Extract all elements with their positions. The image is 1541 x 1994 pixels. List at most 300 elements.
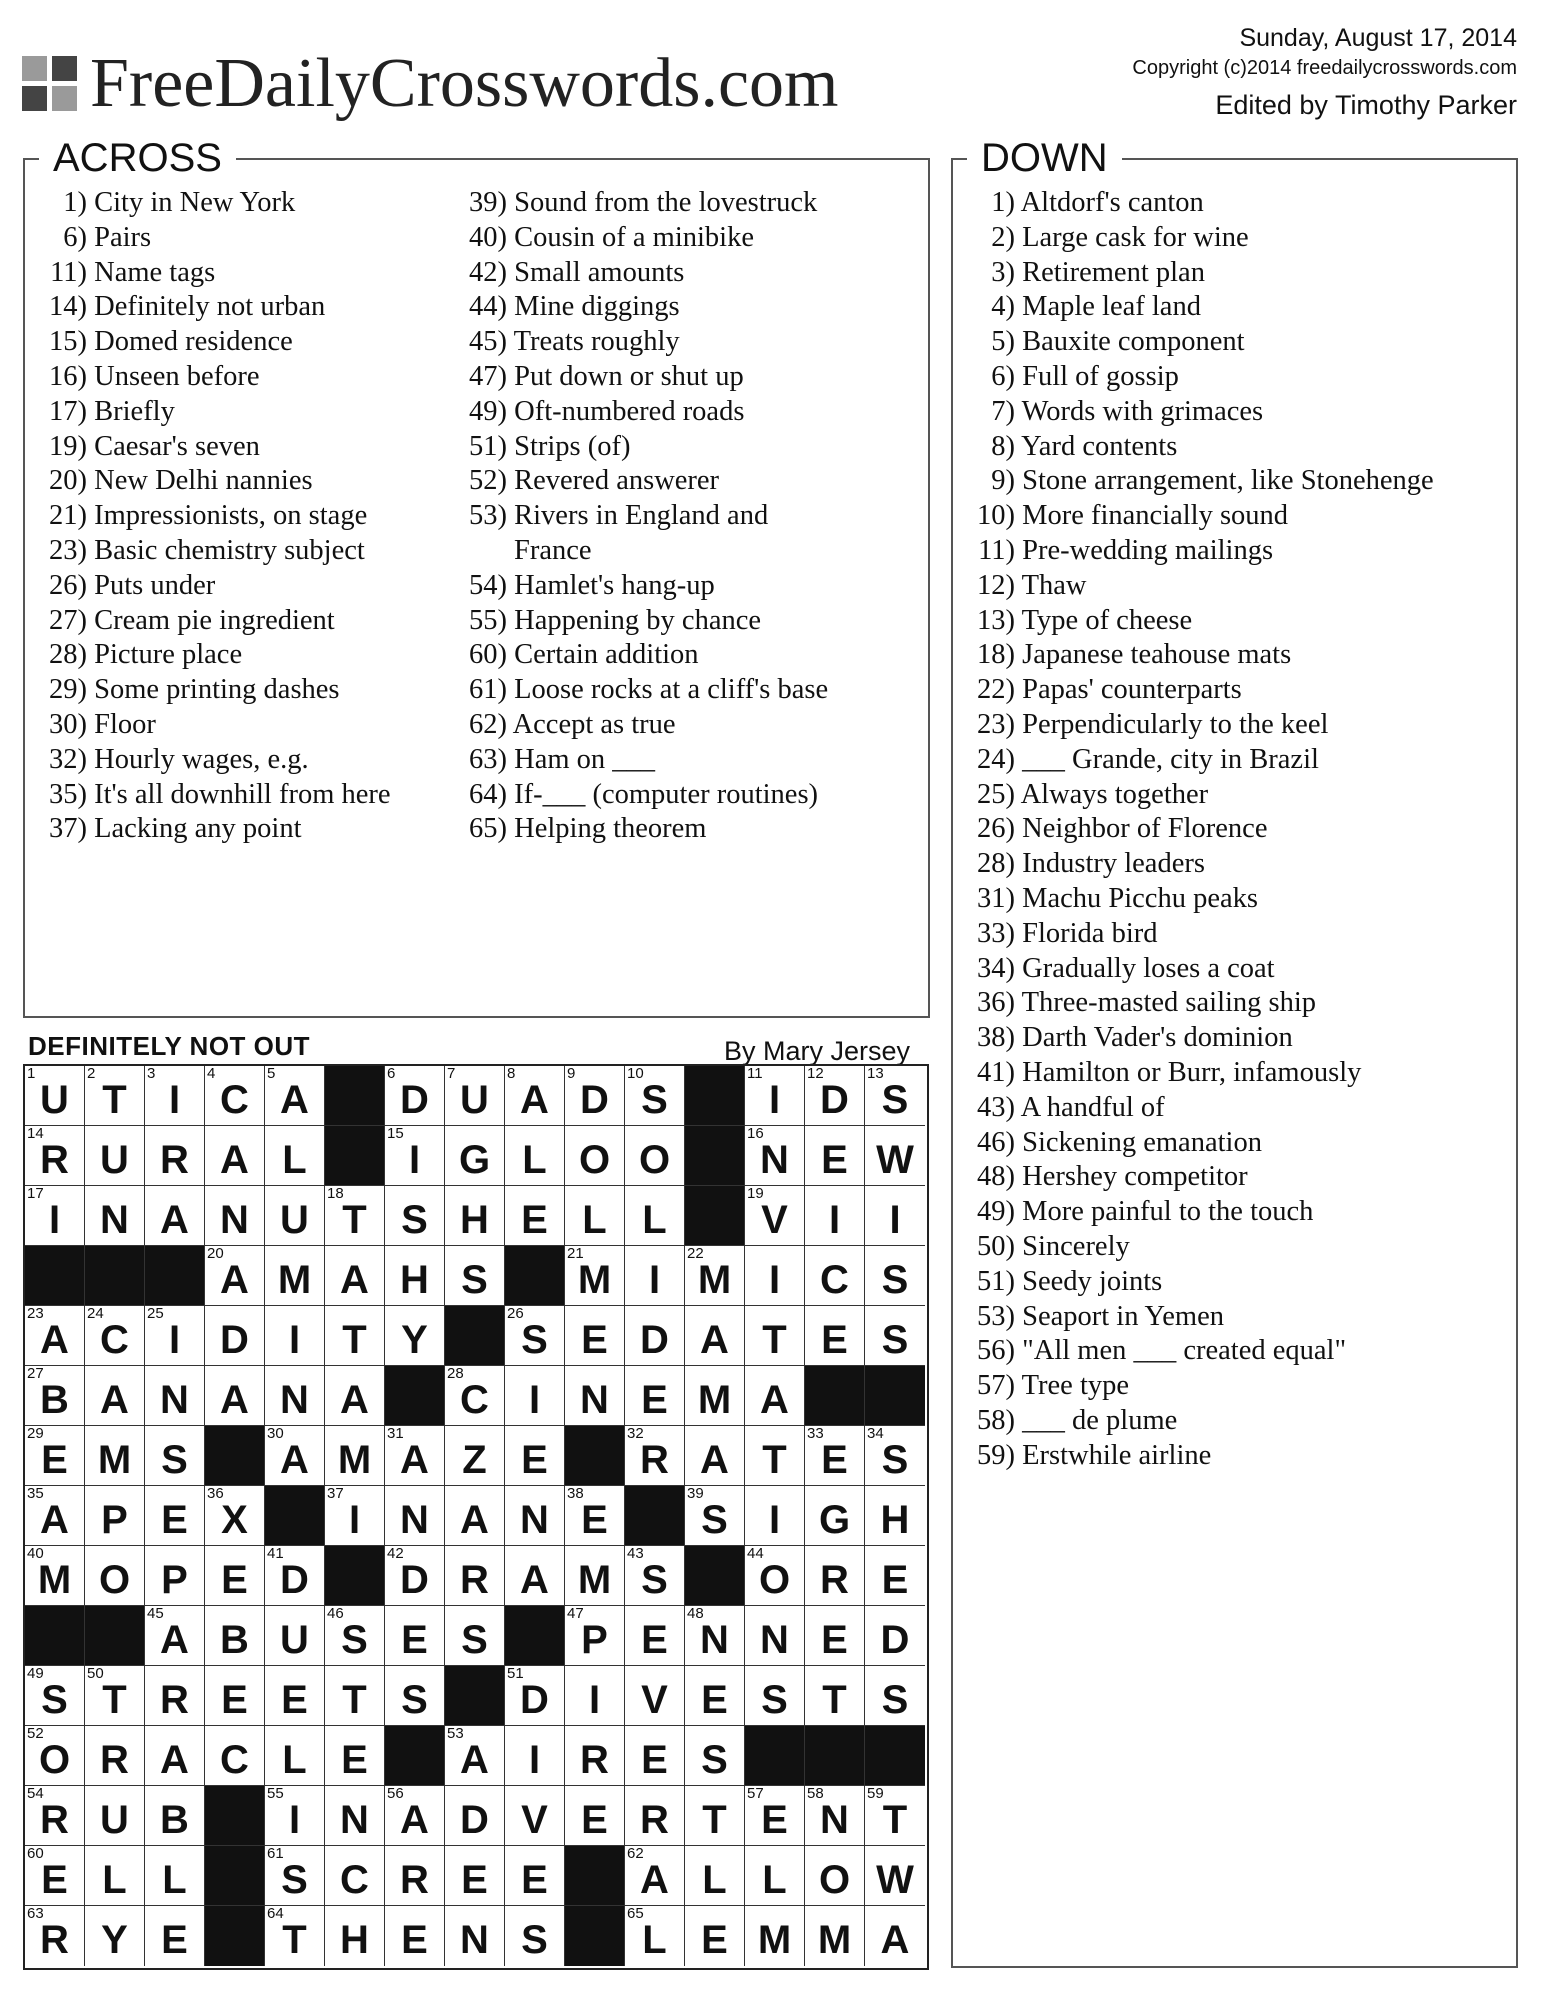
grid-cell[interactable]: [685, 1726, 745, 1786]
clue-number: 18): [977, 639, 1015, 671]
clue-text: Ham on ___: [514, 743, 656, 775]
cell-number: 38: [567, 1485, 584, 1502]
grid-cell[interactable]: [865, 1666, 925, 1726]
grid-cell[interactable]: [865, 1846, 925, 1906]
grid-cell[interactable]: [145, 1786, 205, 1846]
grid-cell[interactable]: [85, 1486, 145, 1546]
grid-cell[interactable]: [325, 1606, 385, 1666]
grid-cell[interactable]: [625, 1546, 685, 1606]
grid-cell[interactable]: [25, 1786, 85, 1846]
cell-number: 28: [447, 1365, 464, 1382]
grid-cell[interactable]: [685, 1366, 745, 1426]
grid-cell[interactable]: [25, 1366, 85, 1426]
cell-letter: A: [100, 1378, 129, 1422]
clue-item: [47, 638, 391, 673]
clue-number: 44): [469, 291, 507, 323]
clue-number: 3): [991, 256, 1015, 288]
grid-cell[interactable]: [865, 1306, 925, 1366]
cell-letter: S: [401, 1198, 428, 1242]
grid-cell[interactable]: [745, 1486, 805, 1546]
grid-cell[interactable]: [625, 1726, 685, 1786]
cell-letter: L: [102, 1858, 127, 1902]
cell-letter: R: [160, 1138, 189, 1182]
grid-cell[interactable]: [805, 1666, 865, 1726]
grid-cell[interactable]: [805, 1606, 865, 1666]
grid-cell[interactable]: [805, 1486, 865, 1546]
grid-cell[interactable]: [265, 1906, 325, 1966]
grid-block: [145, 1246, 205, 1306]
clue-item: [975, 1439, 1434, 1474]
grid-cell[interactable]: [145, 1666, 205, 1726]
grid-cell[interactable]: [145, 1366, 205, 1426]
clue-text: Briefly: [94, 395, 175, 427]
clue-number: 59): [977, 1439, 1015, 1471]
grid-cell[interactable]: [145, 1606, 205, 1666]
grid-cell[interactable]: [265, 1606, 325, 1666]
grid-cell[interactable]: [325, 1906, 385, 1966]
grid-cell[interactable]: [85, 1306, 145, 1366]
grid-cell[interactable]: [745, 1306, 805, 1366]
grid-cell[interactable]: [685, 1846, 745, 1906]
grid-cell[interactable]: [745, 1066, 805, 1126]
grid-cell[interactable]: [145, 1906, 205, 1966]
grid-cell[interactable]: [625, 1066, 685, 1126]
grid-cell[interactable]: [85, 1726, 145, 1786]
grid-cell[interactable]: [205, 1066, 265, 1126]
grid-cell[interactable]: [205, 1306, 265, 1366]
grid-cell[interactable]: [325, 1786, 385, 1846]
clue-text: It's all downhill from here: [94, 778, 391, 810]
grid-cell[interactable]: [505, 1546, 565, 1606]
grid-cell[interactable]: [865, 1186, 925, 1246]
grid-cell[interactable]: [745, 1246, 805, 1306]
cell-letter: T: [342, 1678, 367, 1722]
grid-cell[interactable]: [745, 1606, 805, 1666]
grid-cell[interactable]: [445, 1726, 505, 1786]
grid-cell[interactable]: [565, 1546, 625, 1606]
clue-item: [975, 638, 1434, 673]
cell-number: 29: [27, 1425, 44, 1442]
grid-block: [205, 1786, 265, 1846]
cell-number: 60: [27, 1845, 44, 1862]
grid-cell[interactable]: [265, 1306, 325, 1366]
cell-letter: P: [161, 1558, 188, 1602]
grid-cell[interactable]: [85, 1366, 145, 1426]
grid-cell[interactable]: [565, 1066, 625, 1126]
cell-letter: M: [697, 1258, 732, 1302]
grid-cell[interactable]: [685, 1246, 745, 1306]
grid-cell[interactable]: [745, 1906, 805, 1966]
grid-cell[interactable]: [145, 1186, 205, 1246]
clue-text: Hershey competitor: [1022, 1161, 1248, 1193]
clue-text: Put down or shut up: [514, 360, 744, 392]
cell-letter: Y: [401, 1318, 428, 1362]
grid-cell[interactable]: [145, 1066, 205, 1126]
grid-cell[interactable]: [625, 1846, 685, 1906]
cell-letter: D: [280, 1558, 309, 1602]
cell-letter: X: [221, 1498, 248, 1542]
grid-cell[interactable]: [205, 1486, 265, 1546]
clue-text: Hamilton or Burr, infamously: [1022, 1056, 1362, 1088]
cell-letter: I: [768, 1258, 781, 1302]
grid-cell[interactable]: [625, 1126, 685, 1186]
clue-number: 2): [991, 221, 1015, 253]
cell-letter: L: [282, 1738, 307, 1782]
clue-item: [975, 917, 1434, 952]
grid-block: [445, 1306, 505, 1366]
grid-cell[interactable]: [25, 1486, 85, 1546]
grid-cell[interactable]: [25, 1126, 85, 1186]
clue-number: 6): [63, 221, 87, 253]
grid-block: [565, 1906, 625, 1966]
grid-cell[interactable]: [205, 1126, 265, 1186]
grid-cell[interactable]: [805, 1906, 865, 1966]
grid-cell[interactable]: [265, 1786, 325, 1846]
cell-letter: U: [100, 1798, 129, 1842]
grid-cell[interactable]: [505, 1366, 565, 1426]
grid-cell[interactable]: [445, 1366, 505, 1426]
grid-cell[interactable]: [445, 1846, 505, 1906]
grid-cell[interactable]: [25, 1186, 85, 1246]
cell-number: 6: [387, 1065, 396, 1082]
grid-cell[interactable]: [565, 1726, 625, 1786]
grid-cell[interactable]: [325, 1486, 385, 1546]
grid-cell[interactable]: [25, 1846, 85, 1906]
grid-cell[interactable]: [25, 1906, 85, 1966]
grid-cell[interactable]: [205, 1606, 265, 1666]
grid-cell[interactable]: [625, 1306, 685, 1366]
cell-letter: S: [701, 1498, 728, 1542]
grid-cell[interactable]: [685, 1486, 745, 1546]
cell-letter: L: [702, 1858, 727, 1902]
grid-cell[interactable]: [505, 1486, 565, 1546]
grid-cell[interactable]: [325, 1306, 385, 1366]
clue-text: Three-masted sailing ship: [1021, 987, 1317, 1019]
grid-cell[interactable]: [25, 1306, 85, 1366]
cell-number: 12: [807, 1065, 824, 1082]
cell-letter: O: [638, 1138, 671, 1182]
grid-block: [865, 1726, 925, 1786]
cell-letter: B: [40, 1378, 69, 1422]
grid-cell[interactable]: [85, 1906, 145, 1966]
cell-number: 14: [27, 1125, 44, 1142]
grid-cell[interactable]: [265, 1246, 325, 1306]
grid-cell[interactable]: [265, 1546, 325, 1606]
grid-cell[interactable]: [385, 1666, 445, 1726]
copyright-notice: Copyright (c)2014 freedailycrosswords.com: [1132, 57, 1517, 79]
grid-cell[interactable]: [445, 1786, 505, 1846]
clue-number: 49): [469, 395, 507, 427]
grid-cell[interactable]: [745, 1846, 805, 1906]
grid-cell[interactable]: [445, 1246, 505, 1306]
grid-cell[interactable]: [325, 1846, 385, 1906]
grid-cell[interactable]: [565, 1606, 625, 1666]
cell-letter: A: [460, 1498, 489, 1542]
grid-cell[interactable]: [25, 1666, 85, 1726]
cell-letter: M: [697, 1378, 732, 1422]
clue-text: Full of gossip: [1022, 360, 1179, 392]
grid-cell[interactable]: [505, 1426, 565, 1486]
grid-cell[interactable]: [145, 1126, 205, 1186]
grid-cell[interactable]: [205, 1666, 265, 1726]
cell-letter: D: [400, 1558, 429, 1602]
cell-letter: S: [521, 1918, 548, 1962]
grid-cell[interactable]: [565, 1126, 625, 1186]
grid-cell[interactable]: [385, 1426, 445, 1486]
clue-number: 41): [977, 1056, 1015, 1088]
grid-cell[interactable]: [505, 1186, 565, 1246]
grid-block: [685, 1126, 745, 1186]
clue-item: [975, 673, 1434, 708]
clue-item: [47, 499, 391, 534]
grid-cell[interactable]: [445, 1186, 505, 1246]
cell-number: 8: [507, 1065, 516, 1082]
grid-cell[interactable]: [505, 1906, 565, 1966]
grid-cell[interactable]: [85, 1426, 145, 1486]
grid-block: [385, 1366, 445, 1426]
grid-cell[interactable]: [145, 1846, 205, 1906]
cell-letter: M: [577, 1258, 612, 1302]
grid-cell[interactable]: [145, 1486, 205, 1546]
clue-number: 53): [977, 1300, 1015, 1332]
grid-cell[interactable]: [385, 1066, 445, 1126]
grid-cell[interactable]: [85, 1666, 145, 1726]
grid-cell[interactable]: [865, 1606, 925, 1666]
grid-cell[interactable]: [445, 1906, 505, 1966]
grid-cell[interactable]: [445, 1606, 505, 1666]
grid-cell[interactable]: [625, 1666, 685, 1726]
grid-cell[interactable]: [205, 1726, 265, 1786]
grid-cell[interactable]: [145, 1306, 205, 1366]
grid-cell[interactable]: [565, 1486, 625, 1546]
grid-cell[interactable]: [805, 1546, 865, 1606]
grid-cell[interactable]: [805, 1246, 865, 1306]
grid-cell[interactable]: [385, 1906, 445, 1966]
grid-cell[interactable]: [805, 1306, 865, 1366]
cell-letter: E: [821, 1618, 848, 1662]
grid-cell[interactable]: [565, 1366, 625, 1426]
cell-number: 36: [207, 1485, 224, 1502]
cell-letter: E: [821, 1438, 848, 1482]
grid-cell[interactable]: [445, 1066, 505, 1126]
grid-cell[interactable]: [25, 1066, 85, 1126]
grid-cell[interactable]: [505, 1066, 565, 1126]
grid-cell[interactable]: [865, 1486, 925, 1546]
clue-number: 21): [49, 500, 87, 532]
grid-cell[interactable]: [685, 1786, 745, 1846]
cell-letter: E: [701, 1678, 728, 1722]
grid-cell[interactable]: [505, 1786, 565, 1846]
grid-cell[interactable]: [385, 1126, 445, 1186]
grid-cell[interactable]: [265, 1186, 325, 1246]
grid-cell[interactable]: [25, 1426, 85, 1486]
grid-cell[interactable]: [445, 1486, 505, 1546]
grid-cell[interactable]: [565, 1186, 625, 1246]
grid-cell[interactable]: [805, 1426, 865, 1486]
clue-item: [467, 360, 828, 395]
clue-item: [975, 1160, 1434, 1195]
grid-cell[interactable]: [625, 1786, 685, 1846]
grid-cell[interactable]: [265, 1366, 325, 1426]
grid-cell[interactable]: [85, 1786, 145, 1846]
grid-cell[interactable]: [265, 1846, 325, 1906]
grid-cell[interactable]: [385, 1246, 445, 1306]
grid-cell[interactable]: [685, 1306, 745, 1366]
clue-number: 30): [49, 708, 87, 740]
grid-cell[interactable]: [205, 1366, 265, 1426]
grid-cell[interactable]: [445, 1426, 505, 1486]
grid-cell[interactable]: [805, 1786, 865, 1846]
cell-number: 61: [267, 1845, 284, 1862]
grid-cell[interactable]: [85, 1546, 145, 1606]
clue-text: Perpendicularly to the keel: [1022, 708, 1329, 740]
clue-number: 7): [991, 395, 1015, 427]
clue-text: Stone arrangement, like Stonehenge: [1022, 465, 1434, 497]
grid-cell[interactable]: [865, 1066, 925, 1126]
grid-cell[interactable]: [145, 1426, 205, 1486]
cell-letter: E: [401, 1618, 428, 1662]
grid-cell[interactable]: [505, 1126, 565, 1186]
cell-number: 7: [447, 1065, 456, 1082]
cell-number: 23: [27, 1305, 44, 1322]
grid-cell[interactable]: [685, 1426, 745, 1486]
clue-item: [467, 290, 828, 325]
clue-text: Mine diggings: [514, 291, 680, 323]
grid-cell[interactable]: [85, 1186, 145, 1246]
grid-cell[interactable]: [205, 1186, 265, 1246]
grid-cell[interactable]: [385, 1606, 445, 1666]
grid-cell[interactable]: [385, 1846, 445, 1906]
grid-cell[interactable]: [325, 1426, 385, 1486]
cell-letter: A: [280, 1438, 309, 1482]
grid-cell[interactable]: [865, 1426, 925, 1486]
cell-number: 1: [27, 1065, 36, 1082]
grid-cell[interactable]: [505, 1726, 565, 1786]
cell-number: 55: [267, 1785, 284, 1802]
cell-number: 31: [387, 1425, 404, 1442]
cell-letter: S: [881, 1318, 909, 1362]
cell-number: 24: [87, 1305, 104, 1322]
cell-letter: S: [641, 1078, 668, 1122]
grid-cell[interactable]: [205, 1246, 265, 1306]
grid-cell[interactable]: [865, 1126, 925, 1186]
grid-cell[interactable]: [25, 1546, 85, 1606]
grid-cell[interactable]: [325, 1366, 385, 1426]
grid-cell[interactable]: [385, 1486, 445, 1546]
grid-cell[interactable]: [625, 1426, 685, 1486]
grid-cell[interactable]: [745, 1666, 805, 1726]
grid-cell[interactable]: [265, 1726, 325, 1786]
grid-cell[interactable]: [25, 1726, 85, 1786]
grid-cell[interactable]: [625, 1906, 685, 1966]
grid-cell[interactable]: [325, 1726, 385, 1786]
grid-cell[interactable]: [565, 1306, 625, 1366]
grid-cell[interactable]: [625, 1366, 685, 1426]
grid-cell[interactable]: [85, 1066, 145, 1126]
grid-cell[interactable]: [805, 1846, 865, 1906]
grid-cell[interactable]: [265, 1066, 325, 1126]
grid-cell[interactable]: [385, 1306, 445, 1366]
grid-cell[interactable]: [565, 1666, 625, 1726]
grid-cell[interactable]: [445, 1546, 505, 1606]
down-heading: DOWN: [967, 134, 1122, 182]
grid-cell[interactable]: [745, 1546, 805, 1606]
grid-cell[interactable]: [265, 1666, 325, 1726]
clue-text: Hamlet's hang-up: [514, 569, 715, 601]
grid-cell[interactable]: [445, 1126, 505, 1186]
clue-text: Altdorf's canton: [1020, 187, 1204, 218]
grid-cell[interactable]: [265, 1426, 325, 1486]
cell-letter: I: [768, 1078, 781, 1122]
grid-cell[interactable]: [205, 1546, 265, 1606]
grid-cell[interactable]: [685, 1906, 745, 1966]
grid-cell[interactable]: [805, 1126, 865, 1186]
grid-cell[interactable]: [805, 1066, 865, 1126]
grid-cell[interactable]: [745, 1366, 805, 1426]
cell-number: 3: [147, 1065, 156, 1082]
grid-cell[interactable]: [85, 1126, 145, 1186]
grid-block: [505, 1246, 565, 1306]
cell-letter: M: [577, 1558, 612, 1602]
clue-text: Bauxite component: [1022, 326, 1245, 358]
grid-cell[interactable]: [745, 1186, 805, 1246]
grid-cell[interactable]: [865, 1786, 925, 1846]
clue-text: Happening by chance: [514, 604, 762, 636]
grid-cell[interactable]: [865, 1546, 925, 1606]
clue-item: [467, 673, 828, 708]
grid-cell[interactable]: [685, 1606, 745, 1666]
grid-cell[interactable]: [325, 1246, 385, 1306]
clue-number: 56): [977, 1335, 1015, 1367]
grid-cell[interactable]: [385, 1186, 445, 1246]
grid-cell[interactable]: [745, 1426, 805, 1486]
cell-letter: E: [41, 1438, 68, 1482]
grid-cell[interactable]: [865, 1906, 925, 1966]
cell-letter: D: [220, 1318, 249, 1362]
grid-cell[interactable]: [625, 1246, 685, 1306]
grid-cell[interactable]: [385, 1786, 445, 1846]
grid-cell[interactable]: [745, 1786, 805, 1846]
grid-cell[interactable]: [505, 1666, 565, 1726]
grid-cell[interactable]: [505, 1846, 565, 1906]
grid-cell[interactable]: [805, 1186, 865, 1246]
grid-cell[interactable]: [85, 1846, 145, 1906]
grid-cell[interactable]: [625, 1186, 685, 1246]
cell-letter: E: [221, 1678, 248, 1722]
across-clues-column-1: [47, 186, 391, 847]
grid-cell[interactable]: [325, 1186, 385, 1246]
grid-cell[interactable]: [385, 1546, 445, 1606]
clue-text: Certain addition: [514, 639, 699, 671]
grid-cell[interactable]: [505, 1306, 565, 1366]
grid-cell[interactable]: [745, 1126, 805, 1186]
grid-cell[interactable]: [565, 1786, 625, 1846]
grid-cell[interactable]: [685, 1666, 745, 1726]
grid-cell[interactable]: [565, 1246, 625, 1306]
cell-number: 17: [27, 1185, 44, 1202]
grid-cell[interactable]: [145, 1546, 205, 1606]
grid-cell[interactable]: [145, 1726, 205, 1786]
clue-item: [467, 534, 828, 569]
grid-cell[interactable]: [625, 1606, 685, 1666]
clue-number: 36): [977, 987, 1015, 1019]
grid-cell[interactable]: [265, 1126, 325, 1186]
clue-text: Florida bird: [1022, 917, 1158, 949]
grid-cell[interactable]: [865, 1246, 925, 1306]
grid-cell[interactable]: [325, 1666, 385, 1726]
clue-number: 57): [977, 1370, 1015, 1402]
clue-number: 8): [991, 430, 1015, 462]
